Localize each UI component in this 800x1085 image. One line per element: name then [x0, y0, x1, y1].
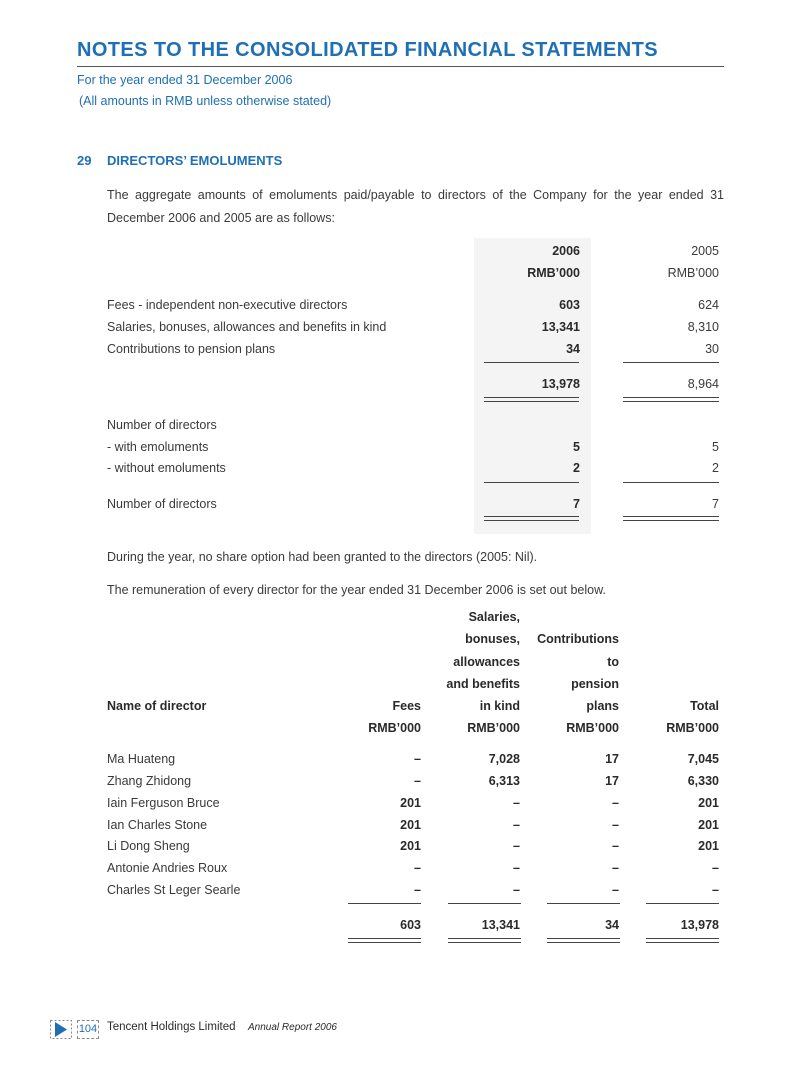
row-label: - without emoluments	[107, 461, 226, 475]
report-title: Annual Report 2006	[248, 1022, 337, 1033]
table-row	[107, 839, 719, 859]
value-2006: 34	[566, 342, 580, 356]
unit-header: RMB’000	[566, 721, 619, 735]
director-name: Li Dong Sheng	[107, 839, 190, 853]
table-row	[107, 440, 719, 460]
row-label: Contributions to pension plans	[107, 342, 276, 356]
contrib-cell: –	[612, 861, 619, 875]
unit-header: RMB’000	[467, 721, 520, 735]
salaries-header-line: bonuses,	[465, 632, 520, 646]
fees-cell: 201	[400, 818, 421, 832]
total-contrib: 34	[605, 918, 619, 932]
fees-cell: –	[414, 883, 421, 897]
total-cell: 7,045	[687, 752, 719, 766]
value-2006: 5	[573, 440, 580, 454]
table-row	[107, 796, 719, 816]
remuneration-paragraph: The remuneration of every director for the year ended 31 December 2006 is set out below.	[107, 583, 606, 597]
contrib-cell: –	[612, 818, 619, 832]
total-double-rule	[646, 938, 719, 943]
page-number: 104	[77, 1020, 99, 1039]
fees-cell: –	[414, 774, 421, 788]
table-row	[107, 774, 719, 794]
contrib-header-line: plans	[586, 699, 619, 713]
salaries-header-line: Salaries,	[468, 610, 520, 624]
subtotal-rule	[547, 903, 620, 904]
subtotal-rule	[623, 362, 719, 363]
section-title: DIRECTORS’ EMOLUMENTS	[107, 153, 283, 168]
period-subtitle: For the year ended 31 December 2006	[77, 73, 293, 87]
salaries-cell: –	[513, 796, 520, 810]
contrib-header-line: Contributions	[537, 632, 619, 646]
total-cell: 201	[698, 818, 719, 832]
contrib-header-line: to	[607, 655, 619, 669]
total-fees: 603	[400, 918, 421, 932]
remuneration-total-row	[107, 918, 719, 938]
table-row	[107, 461, 719, 481]
subtotal-rule	[623, 482, 719, 483]
value-2005: 5	[712, 440, 719, 454]
total-double-rule	[623, 516, 719, 521]
table-row	[107, 320, 719, 340]
value-2006: 13,341	[541, 320, 580, 334]
director-name: Zhang Zhidong	[107, 774, 192, 788]
header-2005: 2005	[691, 244, 719, 258]
contrib-cell: –	[612, 796, 619, 810]
total-row	[107, 497, 719, 517]
total-2006: 7	[573, 497, 580, 511]
subtotal-rule	[484, 482, 579, 483]
total-double-rule	[348, 938, 421, 943]
total-double-rule	[484, 516, 579, 521]
value-2006: 2	[573, 461, 580, 475]
total-double-rule	[623, 397, 719, 402]
salaries-cell: –	[513, 861, 520, 875]
row-label: Number of directors	[107, 418, 217, 432]
play-arrow-icon	[50, 1020, 72, 1042]
row-label: Fees - independent non-executive directors	[107, 298, 348, 312]
table-row	[107, 752, 719, 772]
header-2006: 2006	[552, 244, 580, 258]
unit-header: RMB’000	[666, 721, 719, 735]
director-name: Antonie Andries Roux	[107, 861, 228, 875]
total-row	[107, 377, 719, 397]
summary-header-year	[107, 244, 719, 264]
summary-header-unit	[107, 266, 719, 286]
salaries-cell: 6,313	[488, 774, 520, 788]
contrib-cell: 17	[605, 752, 619, 766]
table-row	[107, 861, 719, 881]
value-2005: 624	[698, 298, 719, 312]
intro-paragraph: The aggregate amounts of emoluments paid/payable to directors of the Company for the year ended 31 December 2006 and 2005 are as follows:	[107, 188, 724, 225]
fees-cell: 201	[400, 839, 421, 853]
table-row	[107, 883, 719, 903]
salaries-cell: –	[513, 818, 520, 832]
fees-header: Fees	[392, 699, 421, 713]
salaries-cell: 7,028	[488, 752, 520, 766]
contrib-cell: 17	[605, 774, 619, 788]
remuneration-header	[107, 610, 719, 740]
total-salaries: 13,341	[481, 918, 520, 932]
currency-subtitle: (All amounts in RMB unless otherwise stated)	[79, 94, 332, 108]
total-double-rule	[547, 938, 620, 943]
unit-2006: RMB’000	[527, 266, 580, 280]
fees-cell: 201	[400, 796, 421, 810]
director-name: Ian Charles Stone	[107, 818, 208, 832]
directors-heading-row	[107, 418, 719, 438]
contrib-cell: –	[612, 839, 619, 853]
unit-2005: RMB’000	[667, 266, 719, 280]
salaries-header-line: and benefits	[446, 677, 520, 691]
value-2005: 8,310	[687, 320, 719, 334]
fees-cell: –	[414, 861, 421, 875]
row-label: - with emoluments	[107, 440, 209, 454]
section-number: 29	[77, 153, 92, 168]
total-2005: 7	[712, 497, 719, 511]
row-label: Salaries, bonuses, allowances and benefits in kind	[107, 320, 387, 334]
total-cell: –	[712, 883, 719, 897]
row-label: Number of directors	[107, 497, 217, 511]
company-name: Tencent Holdings Limited	[107, 1021, 236, 1033]
value-2005: 2	[712, 461, 719, 475]
contrib-header-line: pension	[571, 677, 619, 691]
table-row	[107, 342, 719, 362]
salaries-cell: –	[513, 883, 520, 897]
total-cell: –	[712, 861, 719, 875]
director-name: Iain Ferguson Bruce	[107, 796, 220, 810]
total-total: 13,978	[680, 918, 719, 932]
director-name: Charles St Leger Searle	[107, 883, 241, 897]
page-title: NOTES TO THE CONSOLIDATED FINANCIAL STATEMENTS	[77, 39, 658, 61]
total-header: Total	[690, 699, 719, 713]
director-name: Ma Huateng	[107, 752, 176, 766]
subtotal-rule	[646, 903, 719, 904]
fees-cell: –	[414, 752, 421, 766]
value-2006: 603	[559, 298, 580, 312]
total-cell: 201	[698, 796, 719, 810]
name-header: Name of director	[107, 699, 207, 713]
total-cell: 6,330	[687, 774, 719, 788]
total-2005: 8,964	[687, 377, 719, 391]
unit-header: RMB’000	[368, 721, 421, 735]
salaries-header-line: in kind	[479, 699, 520, 713]
salaries-cell: –	[513, 839, 520, 853]
table-row	[107, 818, 719, 838]
contrib-cell: –	[612, 883, 619, 897]
table-row	[107, 298, 719, 318]
share-option-paragraph: During the year, no share option had been granted to the directors (2005: Nil).	[107, 550, 538, 564]
total-double-rule	[484, 397, 579, 402]
value-2005: 30	[705, 342, 719, 356]
salaries-header-line: allowances	[453, 655, 520, 669]
header-rule	[77, 66, 724, 67]
total-double-rule	[448, 938, 521, 943]
subtotal-rule	[348, 903, 421, 904]
subtotal-rule	[448, 903, 521, 904]
total-2006: 13,978	[541, 377, 580, 391]
total-cell: 201	[698, 839, 719, 853]
subtotal-rule	[484, 362, 579, 363]
